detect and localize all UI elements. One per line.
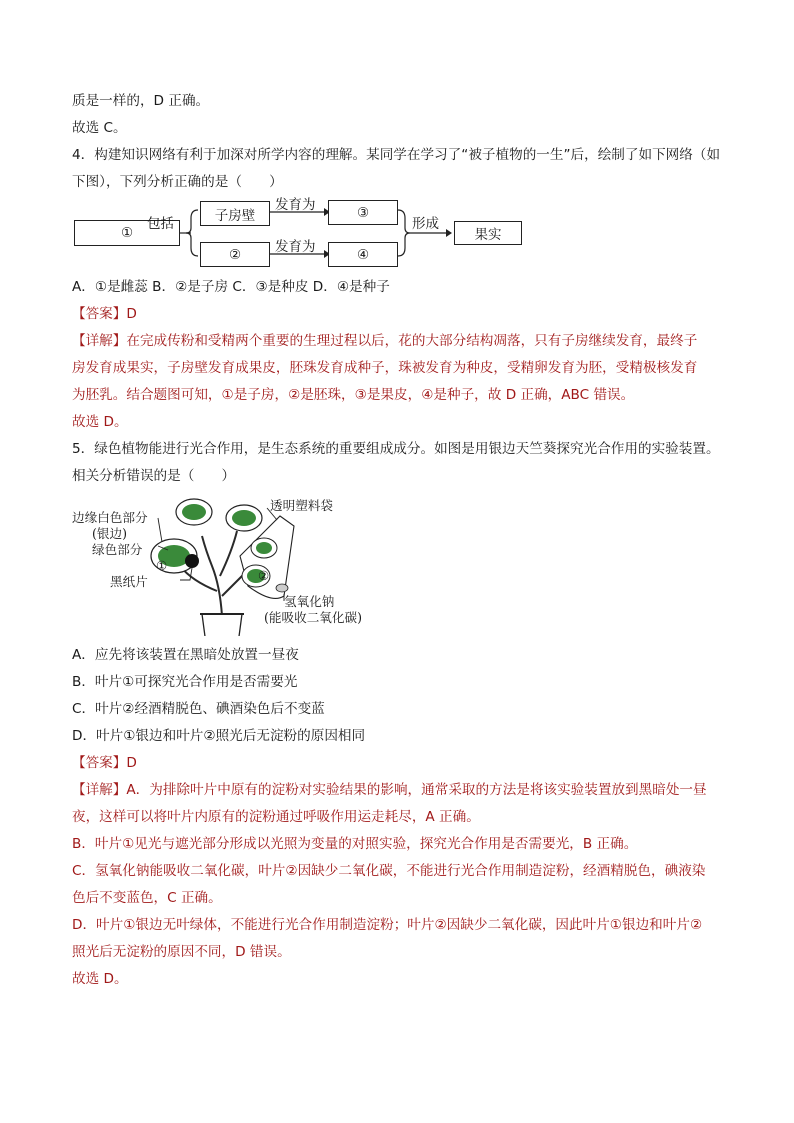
q5-geranium-experiment-figure: [72, 496, 732, 636]
q4-detail-line3: 为胚乳。结合题图可知，①是子房，②是胚珠，③是果皮，④是种子，故 D 正确，ABC 错误。: [72, 387, 635, 403]
q5-label-plastic-bag: 透明塑料袋: [270, 498, 333, 513]
q5-label-leaf-1: ①: [156, 558, 168, 573]
q5-label-naoh: 氢氧化钠: [284, 594, 335, 609]
q5-option-a: A．应先将该装置在黑暗处放置一昼夜: [72, 647, 299, 663]
q5-detail-d2: 照光后无淀粉的原因不同，D 错误。: [72, 944, 291, 960]
q4-detail-tag: 【详解】: [72, 333, 127, 349]
q4-stem-line1: 4．构建知识网络有利于加深对所学内容的理解。某同学在学习了“被子植物的一生”后，绘制了如下网络（如: [72, 147, 721, 163]
q5-label-black-paper: 黑纸片: [110, 574, 148, 589]
q4-right-brace: [398, 210, 410, 256]
intro-line1: 质是一样的，D 正确。: [72, 93, 210, 109]
q5-stem-line2: 相关分析错误的是（ ）: [72, 468, 236, 484]
q4-box-ovary-wall: 子房壁: [200, 201, 270, 226]
q5-flower-pot: [202, 614, 242, 636]
q4-knowledge-network-diagram: [72, 198, 732, 268]
q5-label-white-edge-sub: (银边): [92, 526, 128, 541]
q4-detail-line2: 房发育成果实，子房壁发育成果皮，胚珠发育成种子，珠被发育为种皮，受精卵发育为胚，受精极核发育: [72, 360, 698, 376]
q4-box-1: ①: [74, 220, 180, 246]
q4-box-fruit: 果实: [454, 221, 522, 245]
q5-conclusion: 故选 D。: [72, 971, 128, 987]
q5-answer-row: [72, 750, 732, 777]
q5-black-paper: [185, 554, 199, 568]
q5-label-white-edge: 边缘白色部分: [72, 510, 148, 525]
q4-answer: D: [126, 306, 137, 322]
q5-detail-c2: 色后不变蓝色，C 正确。: [72, 890, 222, 906]
q5-label-naoh-sub: (能吸收二氧化碳): [264, 610, 362, 625]
q4-stem-line2: 下图），下列分析正确的是（ ）: [72, 174, 283, 190]
q5-answer: D: [126, 755, 137, 771]
q5-label-leaf-2: ②: [258, 568, 270, 583]
q4-label-include: 包括: [147, 216, 174, 232]
q5-label-green-part: 绿色部分: [92, 542, 143, 557]
q4-answer-tag: 【答案】: [72, 306, 127, 322]
q5-detail-d1: D．叶片①银边无叶绿体，不能进行光合作用制造淀粉；叶片②因缺少二氧化碳，因此叶片①银边和叶片②: [72, 917, 703, 933]
q4-arrow-fruit: [446, 229, 452, 237]
q5-answer-tag: 【答案】: [72, 755, 127, 771]
q5-detail-tag: 【详解】: [72, 782, 127, 798]
q5-detail-a2: 夜，这样可以将叶片内原有的淀粉通过呼吸作用运走耗尽，A 正确。: [72, 809, 480, 825]
q4-box-2: ②: [200, 242, 270, 267]
q4-label-develop-top: 发育为: [275, 197, 316, 213]
q4-answer-row: [72, 301, 732, 328]
q5-detail-b: B．叶片①见光与遮光部分形成以光照为变量的对照实验，探究光合作用是否需要光，B 正确。: [72, 836, 638, 852]
q5-stem-line1: 5．绿色植物能进行光合作用，是生态系统的重要组成成分。如图是用银边天竺葵探究光合作用的实验装置。: [72, 441, 720, 457]
q4-label-form: 形成: [412, 216, 439, 232]
q4-box-4: ④: [328, 242, 398, 267]
q4-box-3: ③: [328, 200, 398, 225]
q4-options: A．①是雌蕊 B．②是子房 C．③是种皮 D．④是种子: [72, 279, 390, 295]
q4-detail-line1: 【详解】在完成传粉和受精两个重要的生理过程以后，花的大部分结构凋落，只有子房继续发育，最终子: [72, 333, 698, 349]
q4-label-develop-bottom: 发育为: [275, 239, 316, 255]
q5-option-d: D．叶片①银边和叶片②照光后无淀粉的原因相同: [72, 728, 366, 744]
q4-conclusion: 故选 D。: [72, 414, 128, 430]
document-page: [72, 88, 732, 993]
q4-left-brace: [186, 210, 198, 256]
intro-conclusion: 故选 C。: [72, 120, 127, 136]
q5-option-b: B．叶片①可探究光合作用是否需要光: [72, 674, 298, 690]
q5-detail-c1: C．氢氧化钠能吸收二氧化碳，叶片②因缺少二氧化碳，不能进行光合作用制造淀粉，经酒精脱色，碘液染: [72, 863, 706, 879]
q5-option-c: C．叶片②经酒精脱色、碘酒染色后不变蓝: [72, 701, 325, 717]
q5-detail-a1: 【详解】A．为排除叶片中原有的淀粉对实验结果的影响，通常采取的方法是将该实验装置放到黑暗处一昼: [72, 782, 707, 798]
